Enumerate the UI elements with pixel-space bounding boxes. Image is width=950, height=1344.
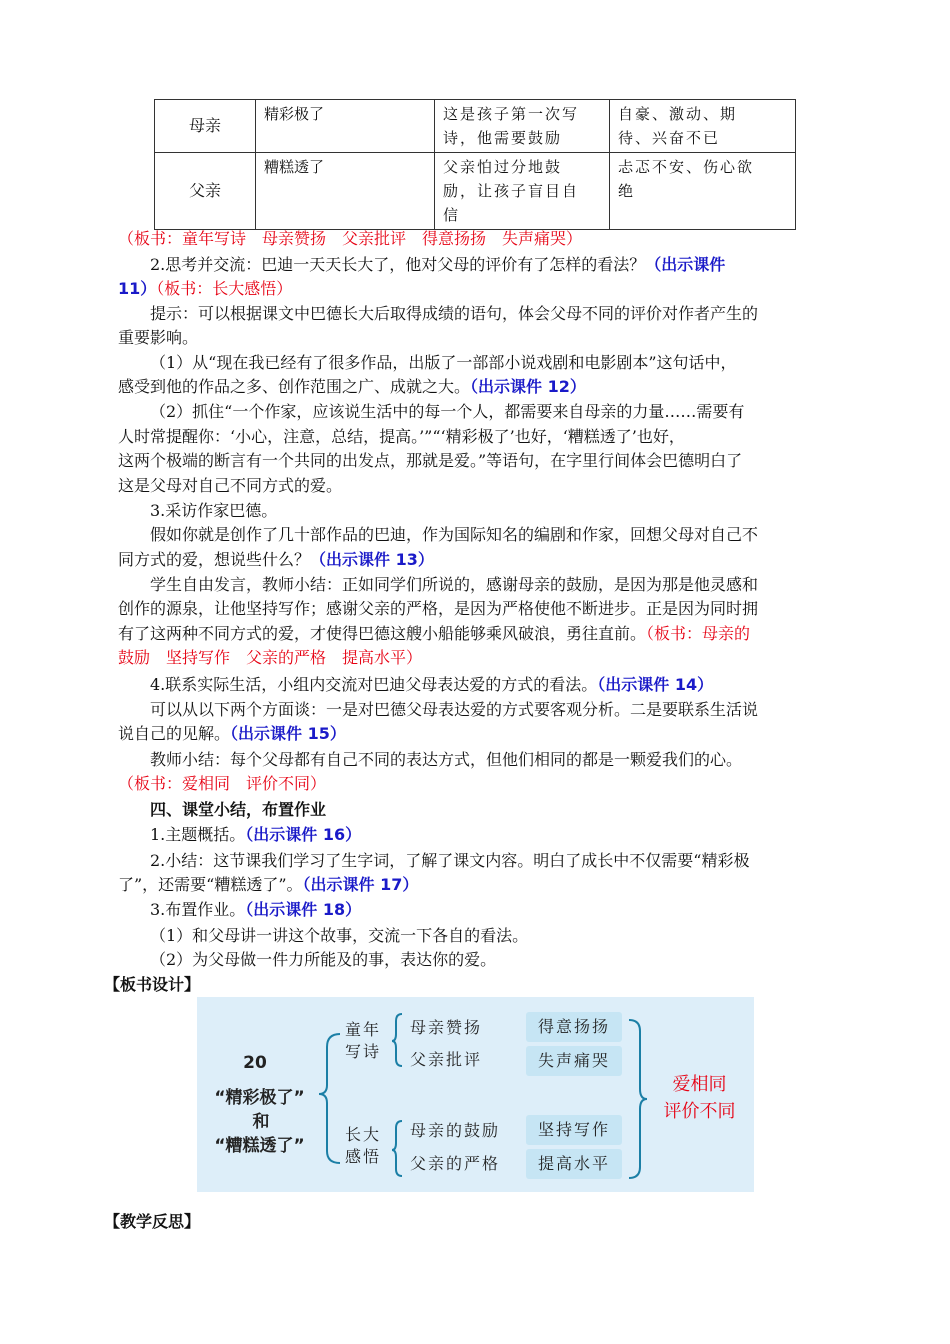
para-line: 可以从以下两个方面谈：一是对巴德父母表达爱的方式要客观分析。二是要联系生活说 xyxy=(150,700,759,719)
lesson-title-and: 和 xyxy=(252,1112,270,1132)
lesson-number: 20 xyxy=(243,1053,267,1073)
group-label-line: 童年 xyxy=(345,1020,382,1039)
courseware-ref: （出示课件 14） xyxy=(597,675,714,694)
para-item-3 xyxy=(118,898,892,922)
table-cell-who: 母亲 xyxy=(155,100,256,153)
text: 4.联系实际生活，小组内交流对巴迪父母表达爱的方式的看法。 xyxy=(150,675,598,694)
reason-line: 诗，他需要鼓励 xyxy=(443,129,563,147)
para-line xyxy=(118,548,860,572)
courseware-ref: （出示课件 13） xyxy=(310,550,434,569)
key-point: 父亲的严格 xyxy=(410,1154,501,1173)
group-label-line: 感悟 xyxy=(345,1147,382,1166)
text: 2.思考并交流：巴迪一天天长大了，他对父母的评价有了怎样的看法？ xyxy=(150,255,646,274)
group-label-line: 写诗 xyxy=(345,1042,382,1061)
table-cell-words: 糟糕透了 xyxy=(256,153,435,230)
key-point: 父亲批评 xyxy=(410,1050,483,1069)
courseware-ref: （出示课件 xyxy=(645,255,726,274)
para-item-2: 2.小结：这节课我们学习了生字词，了解了课文内容。明白了成长中不仅需要“精彩极 xyxy=(150,851,750,870)
group-label xyxy=(345,1019,381,1063)
board-design-diagram xyxy=(197,997,754,1192)
feeling-line: 忐忑不安、伤心欲 xyxy=(618,158,755,176)
feeling-line: 待、兴奋不已 xyxy=(618,129,721,147)
group-label-line: 长大 xyxy=(345,1125,382,1144)
homework-2: （2）为父母做一件力所能及的事，表达你的爱。 xyxy=(150,950,497,969)
table-cell-who: 父亲 xyxy=(155,153,256,230)
evaluation-table xyxy=(154,99,796,230)
para-item-1 xyxy=(118,823,892,847)
table-cell-reason xyxy=(435,153,610,230)
para-line: 假如你就是创作了几十部作品的巴迪，作为国际知名的编剧和作家，回想父母对自己不 xyxy=(150,525,759,544)
board-design-heading: 【板书设计】 xyxy=(104,975,201,994)
result-box: 得意扬扬 xyxy=(526,1012,622,1042)
courseware-ref: （出示课件 16） xyxy=(245,825,362,844)
homework-1: （1）和父母讲一讲这个故事，交流一下各自的看法。 xyxy=(150,926,529,945)
para-summary: 教师小结：每个父母都有自己不同的表达方式，但他们相同的都是一颗爱我们的心。 xyxy=(150,750,743,769)
para-hint: 提示：可以根据课文中巴德长大后取得成绩的语句，体会父母不同的评价对作者产生的 xyxy=(150,304,759,323)
para-point-1: （1）从“现在我已经有了很多作品，出版了一部部小说戏剧和电影剧本”这句话中， xyxy=(150,353,737,372)
para-line xyxy=(118,277,860,301)
board-note: （板书：长大感悟） xyxy=(156,279,293,298)
text: 了”，还需要“糟糕透了”。 xyxy=(118,875,303,894)
para-line: 重要影响。 xyxy=(118,328,199,347)
para-line xyxy=(118,873,860,897)
para-item-3: 3.采访作家巴德。 xyxy=(150,501,278,520)
key-point: 母亲赞扬 xyxy=(410,1018,483,1037)
para-question-2 xyxy=(118,253,892,277)
para-line: 学生自由发言，教师小结：正如同学们所说的，感谢母亲的鼓励，是因为那是他灵感和 xyxy=(150,575,759,594)
section-heading: 四、课堂小结，布置作业 xyxy=(150,800,327,819)
result-box: 提高水平 xyxy=(526,1149,622,1179)
courseware-ref: 11） xyxy=(118,279,157,298)
conclusion-2: 评价不同 xyxy=(663,1101,736,1122)
table-cell-reason xyxy=(435,100,610,153)
para-line: 创作的源泉，让他坚持写作；感谢父亲的严格，是因为严格使他不断进步。正是因为同时拥 xyxy=(118,599,759,618)
reason-line: 励，让孩子盲目自 xyxy=(443,182,580,200)
table-row xyxy=(155,100,796,153)
courseware-ref: （出示课件 18） xyxy=(245,900,362,919)
table-cell-feeling xyxy=(610,153,796,230)
text: 有了这两种不同方式的爱，才使得巴德这艘小船能够乘风破浪，勇往直前。 xyxy=(118,624,647,643)
reflection-heading: 【教学反思】 xyxy=(104,1212,201,1231)
result-box: 失声痛哭 xyxy=(526,1046,622,1076)
table-row xyxy=(155,153,796,230)
board-note: （板书：爱相同 评价不同） xyxy=(118,774,327,793)
text: 3.布置作业。 xyxy=(150,900,246,919)
reason-line: 父亲怕过分地鼓 xyxy=(443,158,563,176)
text: 同方式的爱，想说些什么？ xyxy=(118,550,311,569)
table-cell-words: 精彩极了 xyxy=(256,100,435,153)
para-item-4 xyxy=(118,673,892,697)
lesson-title-1: “精彩极了” xyxy=(214,1088,305,1108)
courseware-ref: （出示课件 15） xyxy=(230,724,346,743)
text: 说自己的见解。 xyxy=(118,724,231,743)
para-point-2: （2）抓住“一个作家，应该说生活中的每一个人，都需要来自母亲的力量……需要有 xyxy=(150,402,745,421)
key-point: 母亲的鼓励 xyxy=(410,1121,501,1140)
feeling-line: 绝 xyxy=(618,182,636,200)
para-line: 这两个极端的断言有一个共同的出发点，那就是爱。”等语句，在字里行间体会巴德明白了 xyxy=(118,451,743,470)
board-note: 鼓励 坚持写作 父亲的严格 提高水平） xyxy=(118,648,423,667)
board-note-1: （板书：童年写诗 母亲赞扬 父亲批评 得意扬扬 失声痛哭） xyxy=(118,229,583,248)
reason-line: 这是孩子第一次写 xyxy=(443,105,580,123)
courseware-ref: （出示课件 12） xyxy=(470,377,586,396)
para-line xyxy=(118,622,860,646)
board-note: （板书：母亲的 xyxy=(646,624,751,643)
reason-line: 信 xyxy=(443,206,461,224)
result-box: 坚持写作 xyxy=(526,1115,622,1145)
para-line: 这是父母对自己不同方式的爱。 xyxy=(118,476,343,495)
para-line xyxy=(118,375,860,399)
lesson-title-2: “糟糕透了” xyxy=(214,1136,305,1156)
para-line: 人时常提醒你：‘小心，注意，总结，提高。’”“‘精彩极了’也好，‘糟糕透了’也好， xyxy=(118,427,685,446)
conclusion-1: 爱相同 xyxy=(672,1074,727,1095)
text: 1.主题概括。 xyxy=(150,825,246,844)
group-label xyxy=(345,1124,381,1168)
courseware-ref: （出示课件 17） xyxy=(302,875,419,894)
text: 感受到他的作品之多、创作范围之广、成就之大。 xyxy=(118,377,471,396)
para-line xyxy=(118,722,860,746)
feeling-line: 自豪、激动、期 xyxy=(618,105,738,123)
table-cell-feeling xyxy=(610,100,796,153)
